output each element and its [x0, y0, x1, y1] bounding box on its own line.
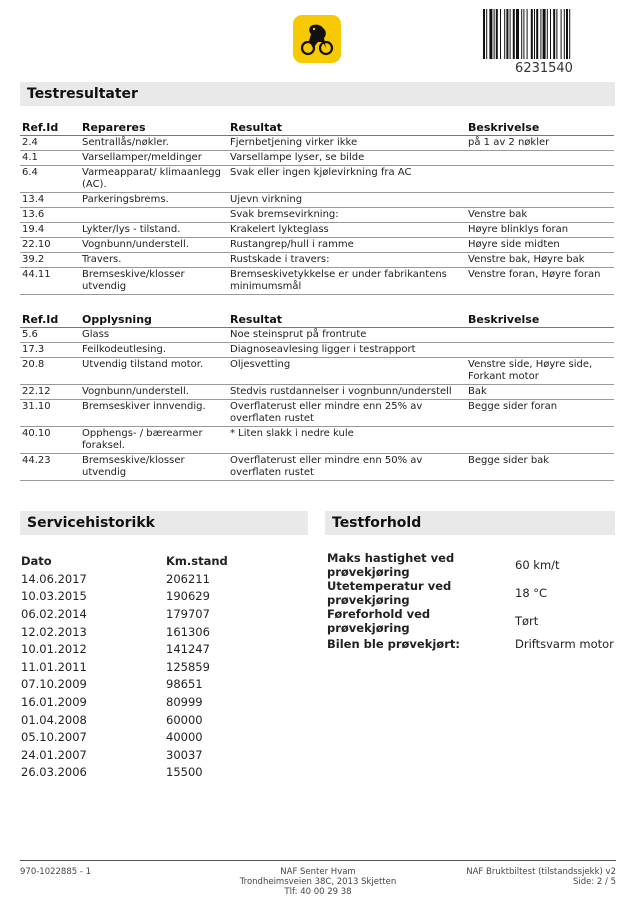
ref-cell: 39.2: [20, 253, 80, 268]
service-km: 161306: [166, 624, 210, 639]
condition-row: [327, 551, 614, 579]
service-date: 16.01.2009: [21, 694, 87, 709]
naf-logo: [293, 15, 341, 63]
barcode: [483, 9, 605, 59]
service-km: 125859: [166, 659, 210, 674]
service-history-heading: Servicehistorikk: [20, 511, 308, 535]
barcode-bar: [521, 9, 522, 59]
condition-row: [327, 579, 614, 607]
table-row: [20, 427, 614, 454]
item-cell: Parkeringsbrems.: [80, 193, 228, 208]
service-date: 01.04.2008: [21, 712, 87, 727]
test-results-heading: Testresultater: [20, 82, 615, 106]
table-row: [20, 151, 614, 166]
table-row: [21, 693, 228, 711]
service-date: 26.03.2006: [21, 765, 87, 780]
service-date: 07.10.2009: [21, 677, 87, 692]
table-row: [21, 676, 228, 694]
table-row: [20, 253, 614, 268]
table-row: [21, 711, 228, 729]
table-row: [20, 454, 614, 481]
result-cell: Overflaterust eller mindre enn 50% av overflaten rustet: [228, 454, 466, 481]
barcode-bar: [527, 9, 528, 59]
col-ref-header: Ref.Id: [20, 122, 80, 136]
barcode-bar: [489, 9, 492, 59]
test-conditions-heading: Testforhold: [325, 511, 615, 535]
service-km: 30037: [166, 747, 203, 762]
col-km-header: Km.stand: [166, 554, 228, 568]
condition-label: Bilen ble prøvekjørt:: [327, 636, 460, 651]
barcode-bar: [494, 9, 495, 59]
desc-cell: på 1 av 2 nøkler: [466, 136, 614, 151]
condition-label: Utetemperatur ved prøvekjøring: [327, 579, 452, 607]
ref-cell: 13.6: [20, 208, 80, 223]
desc-cell: [466, 151, 614, 166]
service-km: 179707: [166, 606, 210, 621]
table-row: [21, 764, 228, 782]
service-date: 05.10.2007: [21, 730, 87, 745]
result-cell: Svak bremsevirkning:: [228, 208, 466, 223]
result-cell: Krakelert lykteglass: [228, 223, 466, 238]
ref-cell: 22.10: [20, 238, 80, 253]
footer-company: NAF Senter Hvam: [280, 867, 356, 877]
table-row: [20, 358, 614, 385]
ref-cell: 2.4: [20, 136, 80, 151]
table-row: [20, 223, 614, 238]
barcode-bar: [500, 9, 501, 59]
result-cell: Bremseskivetykkelse er under fabrikantens minimumsmål: [228, 268, 466, 295]
ref-cell: 22.12: [20, 385, 80, 400]
service-km: 40000: [166, 730, 203, 745]
barcode-bar: [483, 9, 485, 59]
footer-divider: [20, 860, 616, 861]
service-date: 11.01.2011: [21, 659, 87, 674]
footer-page: Side: 2 / 5: [572, 877, 616, 887]
ref-cell: 19.4: [20, 223, 80, 238]
barcode-bar: [536, 9, 538, 59]
service-date: 12.02.2013: [21, 624, 87, 639]
barcode-bar: [513, 9, 515, 59]
table-row: [20, 328, 614, 343]
desc-cell: Høyre side midten: [466, 238, 614, 253]
barcode-bar: [543, 9, 546, 59]
col-item-header: Repareres: [80, 122, 228, 136]
desc-cell: Venstre bak, Høyre bak: [466, 253, 614, 268]
table-row: [20, 400, 614, 427]
desc-cell: Begge sider bak: [466, 454, 614, 481]
item-cell: Bremseskiver innvendig.: [80, 400, 228, 427]
desc-cell: [466, 328, 614, 343]
table-row: [21, 623, 228, 641]
table-row: [21, 640, 228, 658]
item-cell: Glass: [80, 328, 228, 343]
item-cell: Travers.: [80, 253, 228, 268]
result-cell: Svak eller ingen kjølevirkning fra AC: [228, 166, 466, 193]
table-row: [20, 208, 614, 223]
condition-label: Føreforhold ved prøvekjøring: [327, 607, 431, 635]
table-row: [20, 166, 614, 193]
result-cell: * Liten slakk i nedre kule: [228, 427, 466, 454]
result-cell: Noe steinsprut på frontrute: [228, 328, 466, 343]
naf-lion-bicycle-icon: [299, 21, 335, 57]
item-cell: [80, 208, 228, 223]
barcode-bar: [561, 9, 562, 59]
ref-cell: 40.10: [20, 427, 80, 454]
table-header-row: [20, 314, 614, 328]
item-cell: Feilkodeutlesing.: [80, 343, 228, 358]
test-conditions-table: [327, 551, 614, 653]
col-ref-header: Ref.Id: [20, 314, 80, 328]
desc-cell: Venstre side, Høyre side, Forkant motor: [466, 358, 614, 385]
table-row: [20, 385, 614, 400]
barcode-bar: [564, 9, 565, 59]
service-date: 10.03.2015: [21, 589, 87, 604]
item-cell: Vognbunn/understell.: [80, 385, 228, 400]
item-cell: Lykter/lys - tilstand.: [80, 223, 228, 238]
ref-cell: 44.11: [20, 268, 80, 295]
desc-cell: Begge sider foran: [466, 400, 614, 427]
desc-cell: [466, 166, 614, 193]
result-cell: Oljesvetting: [228, 358, 466, 385]
barcode-bar: [540, 9, 541, 59]
col-result-header: Resultat: [228, 314, 466, 328]
repairs-table: [20, 122, 614, 295]
service-km: 80999: [166, 694, 203, 709]
item-cell: Utvendig tilstand motor.: [80, 358, 228, 385]
desc-cell: Høyre blinklys foran: [466, 223, 614, 238]
ref-cell: 4.1: [20, 151, 80, 166]
table-header-row: [21, 552, 228, 570]
condition-value: 60 km/t: [515, 558, 560, 572]
result-cell: Diagnoseavlesing ligger i testrapport: [228, 343, 466, 358]
table-row: [21, 588, 228, 606]
table-row: [21, 605, 228, 623]
service-date: 14.06.2017: [21, 571, 87, 586]
barcode-bar: [553, 9, 555, 59]
service-km: 190629: [166, 589, 210, 604]
table-row: [20, 268, 614, 295]
table-row: [20, 238, 614, 253]
info-table: [20, 314, 614, 481]
col-result-header: Resultat: [228, 122, 466, 136]
footer-right: [420, 867, 616, 887]
table-row: [21, 658, 228, 676]
ref-cell: 20.8: [20, 358, 80, 385]
report-number: 6231540: [515, 61, 573, 76]
result-cell: Rustangrep/hull i ramme: [228, 238, 466, 253]
col-date-header: Dato: [21, 554, 52, 568]
service-date: 06.02.2014: [21, 606, 87, 621]
barcode-bar: [531, 9, 533, 59]
ref-cell: 13.4: [20, 193, 80, 208]
table-row: [21, 728, 228, 746]
item-cell: Vognbunn/understell.: [80, 238, 228, 253]
footer-product: NAF Bruktbiltest (tilstandssjekk) v2: [466, 867, 616, 877]
condition-row: [327, 635, 614, 653]
condition-row: [327, 607, 614, 635]
result-cell: Stedvis rustdannelser i vognbunn/understell: [228, 385, 466, 400]
service-history-table: [21, 552, 228, 781]
footer-street: Trondheimsveien 38C, 2013 Skjetten: [239, 877, 397, 887]
desc-cell: [466, 193, 614, 208]
col-desc-header: Beskrivelse: [466, 122, 614, 136]
barcode-bar: [504, 9, 505, 59]
service-km: 206211: [166, 571, 210, 586]
table-row: [21, 570, 228, 588]
desc-cell: Bak: [466, 385, 614, 400]
item-cell: Varmeapparat/ klimaanlegg (AC).: [80, 166, 228, 193]
result-cell: Fjernbetjening virker ikke: [228, 136, 466, 151]
service-km: 98651: [166, 677, 203, 692]
result-cell: Ujevn virkning: [228, 193, 466, 208]
barcode-bar: [510, 9, 511, 59]
service-km: 15500: [166, 765, 203, 780]
barcode-bar: [534, 9, 535, 59]
table-row: [20, 136, 614, 151]
result-cell: Rustskade i travers:: [228, 253, 466, 268]
barcode-bar: [566, 9, 568, 59]
table-header-row: [20, 122, 614, 136]
result-cell: Varsellampe lyser, se bilde: [228, 151, 466, 166]
service-km: 60000: [166, 712, 203, 727]
footer-doc-id: 970-1022885 - 1: [20, 867, 92, 877]
condition-value: Driftsvarm motor: [515, 636, 614, 651]
condition-value: 18 °C: [515, 586, 548, 600]
ref-cell: 17.3: [20, 343, 80, 358]
barcode-bar: [556, 9, 557, 59]
desc-cell: Venstre foran, Høyre foran: [466, 268, 614, 295]
footer-phone: Tlf: 40 00 29 38: [284, 887, 352, 897]
item-cell: Varsellamper/meldinger: [80, 151, 228, 166]
footer-address: [218, 867, 418, 897]
ref-cell: 31.10: [20, 400, 80, 427]
condition-value: Tørt: [515, 614, 539, 628]
col-item-header: Opplysning: [80, 314, 228, 328]
desc-cell: Venstre bak: [466, 208, 614, 223]
condition-label: Maks hastighet ved prøvekjøring: [327, 551, 455, 579]
barcode-bar: [569, 9, 570, 59]
table-row: [20, 343, 614, 358]
ref-cell: 6.4: [20, 166, 80, 193]
desc-cell: [466, 427, 614, 454]
table-row: [21, 746, 228, 764]
barcode-bar: [516, 9, 519, 59]
item-cell: Bremseskive/klosser utvendig: [80, 268, 228, 295]
table-row: [20, 193, 614, 208]
desc-cell: [466, 343, 614, 358]
barcode-bar: [547, 9, 548, 59]
col-desc-header: Beskrivelse: [466, 314, 614, 328]
service-km: 141247: [166, 642, 210, 657]
barcode-bar: [550, 9, 551, 59]
result-cell: Overflaterust eller mindre enn 25% av overflaten rustet: [228, 400, 466, 427]
barcode-bar: [523, 9, 524, 59]
barcode-bar: [506, 9, 508, 59]
service-date: 24.01.2007: [21, 747, 87, 762]
item-cell: Bremseskive/klosser utvendig: [80, 454, 228, 481]
barcode-bar: [486, 9, 487, 59]
barcode-bar: [496, 9, 498, 59]
service-date: 10.01.2012: [21, 642, 87, 657]
ref-cell: 5.6: [20, 328, 80, 343]
item-cell: Sentrallås/nøkler.: [80, 136, 228, 151]
item-cell: Opphengs- / bærearmer foraksel.: [80, 427, 228, 454]
ref-cell: 44.23: [20, 454, 80, 481]
